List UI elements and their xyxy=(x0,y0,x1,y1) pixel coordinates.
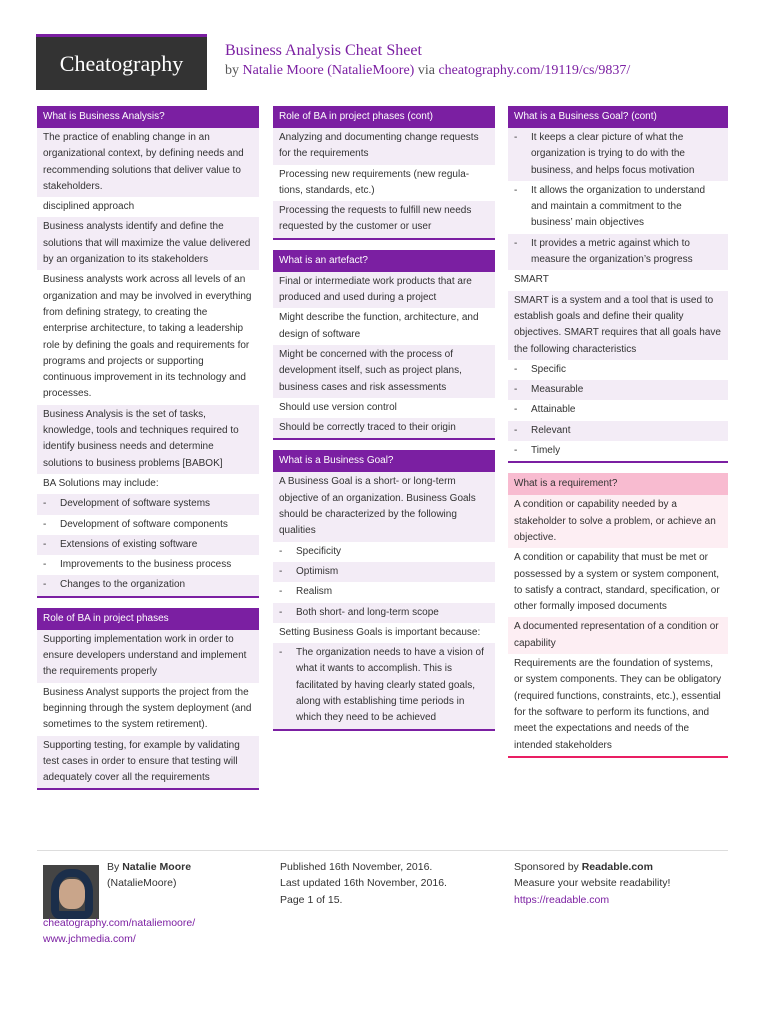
column-2 xyxy=(273,106,495,741)
bullet-row xyxy=(273,643,495,728)
cheatography-logo[interactable]: Cheatography xyxy=(36,34,207,90)
dash-marker: - xyxy=(43,538,47,550)
author-profile-link[interactable]: cheatography.com/nataliemoore/ xyxy=(43,917,196,929)
text-row: The practice of enabling change in an organizational context, by defining needs and recommending solutions that deliver value to stakeholders. xyxy=(37,128,259,197)
sponsor-tagline: Measure your website readability! xyxy=(514,877,671,890)
page-title: Business Analysis Cheat Sheet xyxy=(225,42,422,59)
avatar xyxy=(43,865,99,919)
bullet-row xyxy=(508,380,728,400)
byline xyxy=(225,63,630,79)
dash-marker: - xyxy=(514,424,518,436)
sponsored-by-label: Sponsored by xyxy=(514,861,579,873)
dash-marker: - xyxy=(514,184,518,196)
bullet-row xyxy=(37,515,259,535)
text-row: Supporting implementation work in order to ensure developers understand and implement the requirements properly xyxy=(37,630,259,683)
dash-marker: - xyxy=(43,498,47,510)
page-number: Page 1 of 15. xyxy=(280,893,343,906)
section-heading: What is an artefact? xyxy=(273,250,495,272)
bullet-text: Measurable xyxy=(531,384,584,396)
bullet-row xyxy=(37,575,259,595)
section-business-goal xyxy=(273,450,495,730)
avatar-hood xyxy=(51,869,93,919)
text-row: A condition or capability that must be met or possessed by a system or system component, to satisfy a contract, standard, specification, or other formally imposed documents xyxy=(514,552,720,613)
bullet-row xyxy=(508,234,728,271)
section-business-goal-cont xyxy=(508,106,728,463)
author-website-link[interactable]: www.jchmedia.com/ xyxy=(43,933,136,946)
text-row: BA Solutions may include: xyxy=(43,477,159,489)
dash-marker: - xyxy=(43,579,47,591)
text-row: Setting Business Goals is important because: xyxy=(279,626,481,638)
section-heading: Role of BA in project phases (cont) xyxy=(273,106,495,128)
footer-author-handle: (NatalieMoore) xyxy=(107,877,177,890)
dash-marker: - xyxy=(279,586,283,598)
bullet-text: Improvements to the business process xyxy=(60,559,232,571)
section-heading: Role of BA in project phases xyxy=(37,608,259,630)
dash-marker: - xyxy=(514,363,518,375)
by-label: By xyxy=(107,861,120,873)
section-what-is-ba xyxy=(37,106,259,598)
section-role-of-ba-cont xyxy=(273,106,495,240)
author-link[interactable]: Natalie Moore (NatalieMoore) xyxy=(242,63,415,78)
dash-marker: - xyxy=(514,384,518,396)
bullet-text: The organization needs to have a vision of what it wants to accomplish. This is facilitated by having clearly stated goals, along with establishing time periods in which they need to be achieved xyxy=(296,647,484,724)
bullet-row xyxy=(273,582,495,602)
section-requirement xyxy=(508,473,728,757)
sponsor-url-link[interactable]: https://readable.com xyxy=(514,893,610,906)
bullet-text: Specific xyxy=(531,363,567,375)
dash-marker: - xyxy=(514,237,518,249)
text-row: Final or intermediate work products that are produced and used during a project xyxy=(273,272,495,309)
bullet-row xyxy=(508,360,728,380)
bullet-row xyxy=(37,535,259,555)
text-row: A documented representation of a condition or capability xyxy=(508,617,728,654)
bullet-text: Optimism xyxy=(296,565,339,577)
bullet-row xyxy=(508,400,728,420)
section-artefact xyxy=(273,250,495,441)
bullet-text: Development of software components xyxy=(60,518,228,530)
bullet-text: Extensions of existing software xyxy=(60,538,198,550)
page-footer xyxy=(37,850,728,946)
footer-byline xyxy=(107,859,191,892)
bullet-text: Both short- and long-term scope xyxy=(296,606,439,618)
bullet-text: Development of software systems xyxy=(60,498,211,510)
section-heading: What is a requirement? xyxy=(508,473,728,495)
column-3 xyxy=(508,106,728,768)
section-heading: What is a Business Goal? (cont) xyxy=(508,106,728,128)
dash-marker: - xyxy=(279,565,283,577)
bullet-row xyxy=(508,421,728,441)
text-row: disciplined approach xyxy=(43,201,135,213)
footer-author-name[interactable]: Natalie Moore xyxy=(122,861,192,873)
column-1 xyxy=(37,106,259,800)
dash-marker: - xyxy=(514,445,518,457)
text-row: Business analysts identify and define the solutions that will maximize the value delivered by an organization to its stakeholders xyxy=(37,217,259,270)
text-row: Processing new requirements (new regulations, standards, etc.) xyxy=(279,168,470,196)
text-row: Business Analyst supports the project from the beginning through the system deployment (and sometimes to the system retirement). xyxy=(43,686,252,731)
dash-marker: - xyxy=(514,404,518,416)
dash-marker: - xyxy=(43,518,47,530)
bullet-row xyxy=(273,562,495,582)
text-row: Requirements are the foundation of systems, or system components. They can be obligatory (required functions, constraints, etc.), essential for the software to perform its functions, and meet the expectations and needs of the intended stakeholders xyxy=(514,658,722,751)
footer-links xyxy=(43,915,195,948)
bullet-row xyxy=(273,603,495,623)
text-row: Business analysts work across all levels of an organization and may be involved in everything from defining strategy, to creating the enterprise architecture, to taking a leadership role by defining the goals and requirements for programs and projects or supporting continuous improvement in its technology and processes. xyxy=(43,274,252,400)
bullet-text: Specificity xyxy=(296,545,342,557)
text-row: SMART is a system and a tool that is used to establish goals and define their quality objectives. SMART requires that all goals have the following characteristics xyxy=(508,291,728,360)
bullet-row xyxy=(273,542,495,562)
text-row: Analyzing and documenting change requests for the requirements xyxy=(273,128,495,165)
dash-marker: - xyxy=(43,559,47,571)
section-heading: What is Business Analysis? xyxy=(37,106,259,128)
dash-marker: - xyxy=(279,606,283,618)
published-date: Published 16th November, 2016. xyxy=(280,861,433,873)
footer-publish-info xyxy=(280,859,447,908)
text-row: Supporting testing, for example by validating test cases in order to ensure that testing will adequately cover all the requirements xyxy=(37,736,259,789)
sheet-url-link[interactable]: cheatography.com/19119/cs/9837/ xyxy=(438,63,631,78)
bullet-row xyxy=(508,128,728,181)
via-text: via xyxy=(417,63,435,78)
bullet-text: Attainable xyxy=(531,404,576,416)
section-heading: What is a Business Goal? xyxy=(273,450,495,472)
text-row: Might describe the function, architecture, and design of software xyxy=(279,312,479,340)
text-row: SMART xyxy=(514,274,549,286)
footer-sponsor xyxy=(514,859,670,908)
bullet-text: Relevant xyxy=(531,424,571,436)
bullet-row xyxy=(508,181,728,234)
bullet-row xyxy=(508,441,728,461)
bullet-text: It keeps a clear picture of what the organization is trying to do with the business, and helps focus motivation xyxy=(531,132,695,176)
sponsor-name[interactable]: Readable.com xyxy=(581,861,653,873)
text-row: Processing the requests to fulfill new needs requested by the customer or user xyxy=(273,201,495,238)
text-row: A condition or capability needed by a stakeholder to solve a problem, or achieve an objective. xyxy=(508,495,728,548)
bullet-row xyxy=(37,494,259,514)
by-prefix: by xyxy=(225,63,239,78)
text-row: Should use version control xyxy=(279,401,397,413)
bullet-text: It allows the organization to understand and maintain a commitment to the business’ main objectives xyxy=(531,184,705,229)
updated-date: Last updated 16th November, 2016. xyxy=(280,877,447,890)
section-role-of-ba xyxy=(37,608,259,791)
dash-marker: - xyxy=(279,647,283,659)
text-row: Business Analysis is the set of tasks, knowledge, tools and techniques required to identify business needs and determine solutions to business problems [BABOK] xyxy=(37,405,259,474)
dash-marker: - xyxy=(279,545,283,557)
bullet-text: Changes to the organization xyxy=(60,579,186,591)
bullet-text: Realism xyxy=(296,586,333,598)
bullet-row xyxy=(37,555,259,575)
text-row: Should be correctly traced to their origin xyxy=(273,418,495,438)
bullet-text: Timely xyxy=(531,445,561,457)
page-header xyxy=(36,34,733,90)
text-row: Might be concerned with the process of development itself, such as project plans, business cases and risk assessments xyxy=(273,345,495,398)
text-row: A Business Goal is a short- or long-term objective of an organization. Business Goals should be characterized by the following qualities xyxy=(273,472,495,541)
bullet-text: It provides a metric against which to measure the organization’s progress xyxy=(531,237,693,266)
dash-marker: - xyxy=(514,132,518,143)
